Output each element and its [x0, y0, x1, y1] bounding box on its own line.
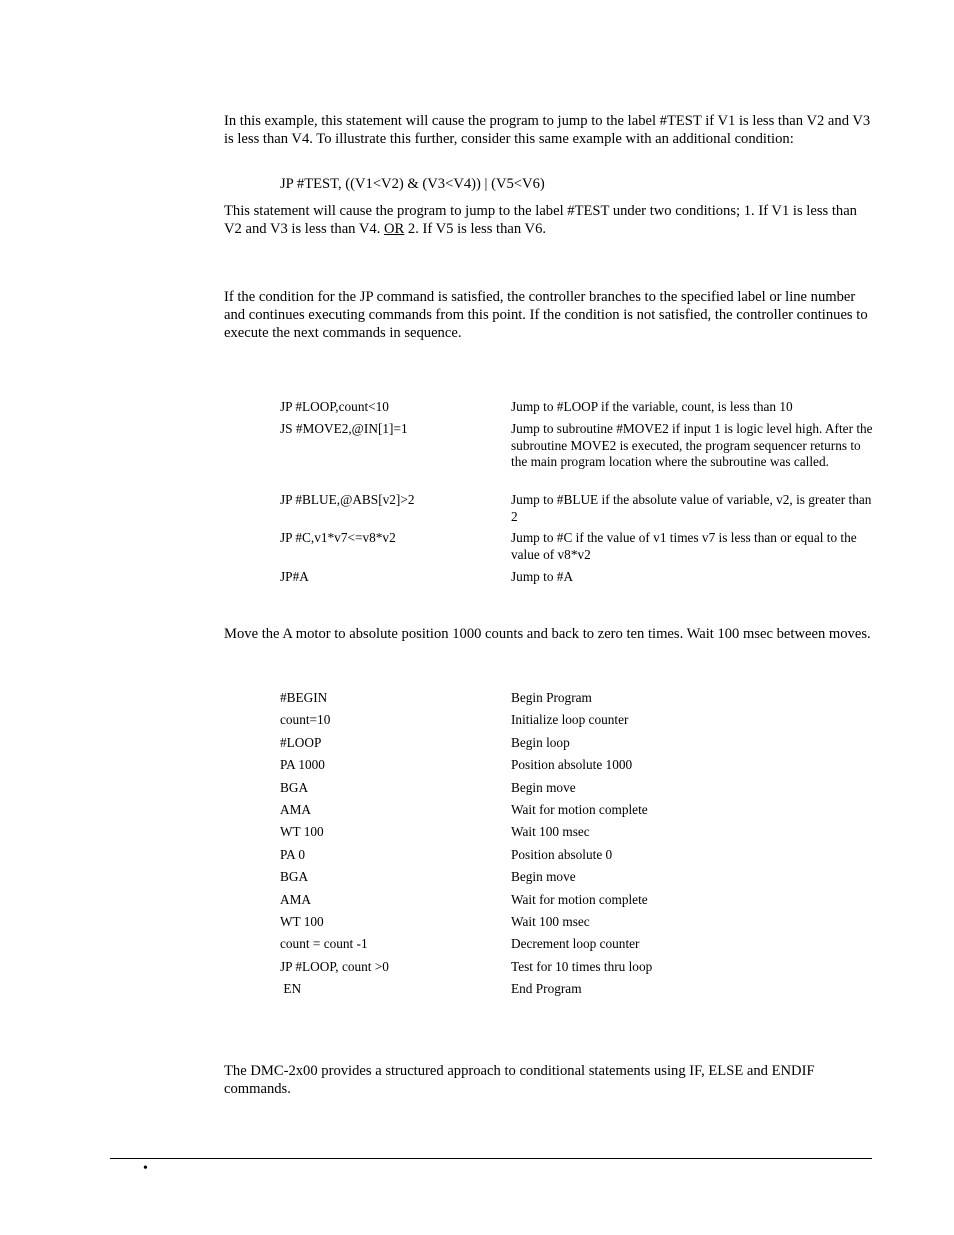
paragraph-two-conditions-part1: This statement will cause the program to jump to the label #TEST under two conditions; 1. If V1 is less than V2 and V3 is less than V4. [224, 203, 857, 237]
description-cell: Begin loop [511, 734, 570, 750]
command-cell: AMA [280, 891, 312, 907]
description-cell: Test for 10 times thru loop [511, 958, 653, 974]
description-cell: Wait for motion complete [511, 891, 648, 907]
command-cell: PA 0 [280, 846, 306, 862]
command-cell: WT 100 [280, 914, 324, 929]
code-example-jp-test: JP #TEST, ((V1<V2) & (V3<V4)) | (V5<V6) [280, 176, 545, 192]
command-cell: BGA [280, 779, 309, 795]
description-cell: Decrement loop counter [511, 936, 640, 952]
paragraph-intro: In this example, this statement will cause the program to jump to the label #TEST if V1 is less than V2 and V3 is less than V4. To illustrate this further, consider this same example with an additional condition: [224, 113, 871, 147]
command-cell: JP #C,v1*v7<=v8*v2 [280, 530, 396, 545]
command-cell: BGA [280, 869, 309, 885]
description-cell: Jump to #LOOP if the variable, count, is less than 10 [511, 399, 793, 414]
command-cell: JP #LOOP, count >0 [280, 958, 389, 974]
description-cell: Jump to #C if the value of v1 times v7 is less than or equal to the value of v8*v2 [511, 530, 857, 562]
command-cell: JS #MOVE2,@IN[1]=1 [280, 421, 408, 436]
paragraph-structured-conditionals: The DMC-2x00 provides a structured approach to conditional statements using IF, ELSE and ENDIF commands. [224, 1063, 815, 1097]
command-cell: #BEGIN [280, 690, 328, 705]
command-cell: JP #BLUE,@ABS[v2]>2 [280, 492, 415, 507]
description-cell: Jump to subroutine #MOVE2 if input 1 is logic level high. After the subroutine MOVE2 is executed, the program sequencer returns to the main program location where the subroutine was called. [511, 421, 873, 469]
paragraph-move-example: Move the A motor to absolute position 1000 counts and back to zero ten times. Wait 100 msec between moves. [224, 626, 871, 642]
footer-bullet: • [143, 1161, 148, 1176]
footer-divider [110, 1158, 872, 1159]
description-cell: Jump to #BLUE if the absolute value of variable, v2, is greater than 2 [511, 492, 872, 524]
command-cell: count = count -1 [280, 936, 368, 952]
paragraph-two-conditions-part2: 2. If V5 is less than V6. [404, 221, 547, 237]
command-cell: WT 100 [280, 824, 324, 840]
description-cell: Begin move [511, 869, 576, 885]
command-cell: PA 1000 [280, 757, 325, 773]
description-cell: Jump to #A [511, 569, 574, 584]
description-cell: Initialize loop counter [511, 712, 629, 728]
command-cell: JP#A [280, 569, 309, 584]
description-cell: Wait for motion complete [511, 802, 648, 817]
description-cell: Position absolute 0 [511, 846, 613, 862]
command-cell: AMA [280, 802, 312, 817]
command-cell: JP #LOOP,count<10 [280, 399, 389, 414]
description-cell: Wait 100 msec [511, 914, 590, 929]
command-cell: count=10 [280, 712, 331, 728]
description-cell: End Program [511, 981, 582, 997]
description-cell: Begin move [511, 779, 576, 795]
paragraph-jp-branch: If the condition for the JP command is satisfied, the controller branches to the specified label or line number and continues executing commands from this point. If the condition is not satisfied, the controller continues to execute the next commands in sequence. [224, 289, 868, 341]
command-cell: #LOOP [280, 734, 322, 750]
description-cell: Begin Program [511, 690, 592, 705]
description-cell: Wait 100 msec [511, 824, 590, 840]
command-cell: EN [280, 981, 302, 997]
description-cell: Position absolute 1000 [511, 757, 633, 773]
or-underlined: OR [384, 221, 405, 237]
paragraph-two-conditions [224, 202, 874, 238]
